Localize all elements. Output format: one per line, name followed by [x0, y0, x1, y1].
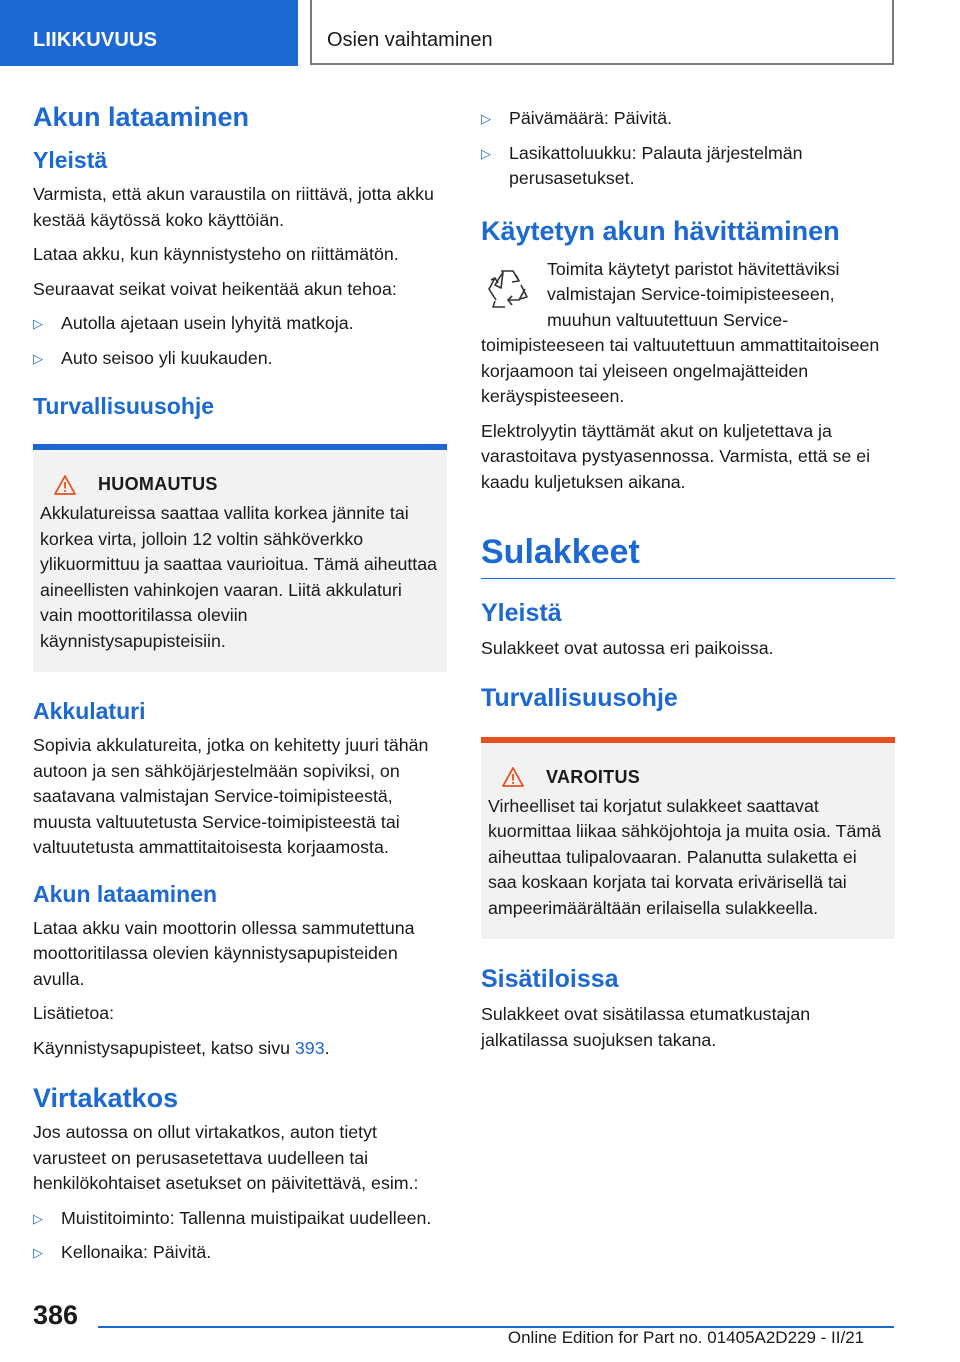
heading-battery-charging: Akun lataaminen	[33, 102, 250, 132]
heading-battery-disposal: Käytetyn akun hävittäminen	[481, 215, 840, 246]
notice-box	[33, 444, 447, 672]
bullet-list	[33, 311, 447, 371]
list-item: ▷ Kellonaika: Päivitä.	[33, 1240, 447, 1266]
page-number: 386	[33, 1300, 79, 1330]
paragraph: Sulakkeet ovat sisätilassa etumatkustajan jalkatilassa suojuksen takana.	[481, 1004, 811, 1050]
bullet-list	[481, 106, 895, 192]
paragraph: Elektrolyytin täyttämät akut on kuljetettava ja varastoitava pystyasennossa. Varmista, että se ei kaadu kuljetuksen aikana.	[481, 420, 871, 492]
notice-label: HUOMAUTUS	[98, 474, 218, 494]
bullet-list	[33, 1206, 447, 1266]
list-item: ▷ Muistitoiminto: Tallenna muistipaikat uudelleen.	[33, 1206, 447, 1232]
list-item: ▷ Auto seisoo yli kuukauden.	[33, 346, 447, 372]
list-item: ▷ Päivämäärä: Päivitä.	[481, 106, 895, 132]
triangle-bullet-icon: ▷	[33, 350, 43, 366]
heading-safety: Turvallisuusohje	[481, 683, 678, 712]
paragraph: Jos autossa on ollut virtakatkos, auton tietyt varusteet on perusasetettava uudelleen tai henkilökohtaiset asetukset on päivitettävä, esim.:	[33, 1122, 419, 1193]
heading-fuses: Sulakkeet	[481, 533, 895, 579]
heading-charger: Akkulaturi	[33, 698, 146, 724]
notice-text: Akkulatureissa saattaa vallita korkea jännite tai korkea virta, jolloin 12 voltin sähköverkko ylikuormittuu ja saattaa vaurioitua. Tämä aiheuttaa aineellisten vahinkojen vaaran. Liitä akkulaturi vain moottoritilassa oleviin käynnistysapupisteisiin.	[40, 503, 438, 651]
paragraph: Sulakkeet ovat autossa eri paikoissa.	[481, 638, 774, 658]
triangle-bullet-icon: ▷	[33, 1210, 43, 1226]
paragraph: Lisätietoa:	[33, 1003, 115, 1023]
list-item: ▷ Lasikattoluukku: Palauta järjestelmän perusasetukset.	[481, 142, 803, 188]
section-tab: LIIKKUVUUS	[0, 0, 298, 66]
right-column	[481, 106, 895, 1062]
reference-paragraph: Käynnistysapupisteet, katso sivu 393.	[33, 1037, 330, 1058]
notice-header	[40, 474, 437, 495]
paragraph: Lataa akku vain moottorin ollessa sammutettuna moottoritilassa olevien käynnistysapupisteiden avulla.	[33, 917, 415, 989]
triangle-bullet-icon: ▷	[481, 111, 491, 126]
paragraph: Seuraavat seikat voivat heikentää akun tehoa:	[33, 278, 397, 299]
heading-safety: Turvallisuusohje	[33, 393, 215, 419]
edition-text: Online Edition for Part no. 01405A2D229 - II/21	[507, 1328, 865, 1347]
triangle-bullet-icon: ▷	[481, 145, 491, 161]
warning-triangle-icon	[54, 475, 76, 495]
heading-general: Yleistä	[481, 599, 562, 627]
recycle-icon	[481, 263, 533, 315]
heading-power-outage: Virtakatkos	[33, 1083, 179, 1113]
triangle-bullet-icon: ▷	[33, 316, 43, 331]
page-link[interactable]: 393	[294, 1037, 325, 1058]
heading-interior: Sisätiloissa	[481, 965, 619, 993]
warning-box	[481, 737, 895, 940]
chapter-title: Osien vaihtaminen	[310, 0, 894, 65]
paragraph: Sopivia akkulatureita, jotka on kehitetty juuri tähän autoon ja sen sähköjärjestelmään sopiviksi, on saatavana valmistajan Service-toimipisteestä, muusta valtuutetusta Service-toimipisteestä tai valtuutetusta ammattitaitoisesta korjaamosta.	[33, 735, 429, 857]
heading-general: Yleistä	[33, 147, 108, 173]
warning-header	[488, 767, 885, 788]
triangle-bullet-icon: ▷	[33, 1245, 43, 1260]
list-item: ▷ Autolla ajetaan usein lyhyitä matkoja.	[33, 311, 447, 337]
heading-charging: Akun lataaminen	[33, 880, 218, 907]
page-header	[0, 0, 960, 66]
disposal-paragraph: Toimita käytetyt paristot hävitettäviksi valmistajan Service-toimipisteeseen, muuhun valtuutettuun Service-toimipisteeseen tai valtuutettuun ammattitaitoiseen korjaamoon tai yleiseen ongelmajätteiden keräyspisteeseen.	[481, 258, 880, 406]
warning-label: VAROITUS	[546, 766, 641, 787]
paragraph: Lataa akku, kun käynnistysteho on riittämätön.	[33, 244, 399, 264]
left-column	[33, 100, 447, 1275]
warning-text: Virheelliset tai korjatut sulakkeet saattavat kuormittaa liikaa sähköjohtoja ja muita osia. Tämä aiheuttaa tulipalovaaran. Palanutta sulaketta ei saa koskaan korjata tai korvata erivärisellä tai ampeerimäärältään erilaisella sulakkeella.	[488, 795, 882, 918]
warning-triangle-icon	[502, 767, 524, 787]
paragraph: Varmista, että akun varaustila on riittävä, jotta akku kestää käytössä koko käyttöiän.	[33, 184, 434, 230]
